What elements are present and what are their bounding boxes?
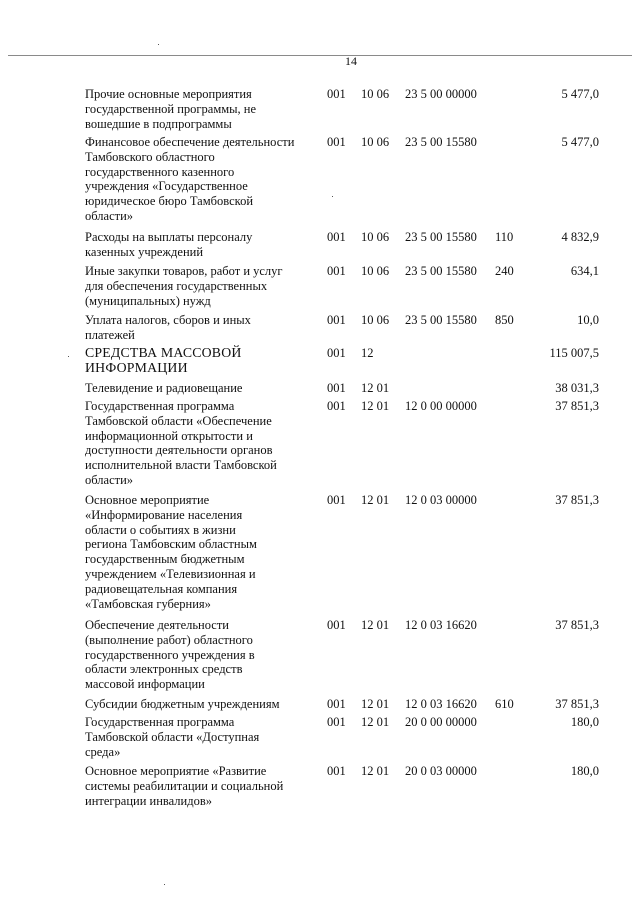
row-section: 12 01 [361, 764, 390, 778]
row-name-line: СРЕДСТВА МАССОВОЙ [85, 345, 242, 360]
scan-speck [332, 196, 333, 197]
row-code: 001 [327, 313, 346, 327]
row-section: 10 06 [361, 230, 390, 244]
row-name-line: государственного учреждения в [85, 647, 255, 662]
row-name-line: юридическое бюро Тамбовской [85, 194, 254, 209]
row-section: 12 01 [361, 399, 390, 413]
row-code: 001 [327, 381, 346, 395]
row-name-line: Расходы на выплаты персоналу [85, 230, 253, 244]
row-name [85, 87, 310, 131]
row-target-article: 23 5 00 15580 [405, 264, 477, 278]
row-name-line: доступности деятельности органов [85, 443, 273, 458]
row-section: 12 01 [361, 715, 390, 729]
row-amount: 37 851,3 [555, 493, 599, 507]
row-code: 001 [327, 264, 346, 278]
row-name-line: учреждения «Государственное [85, 179, 248, 194]
row-name-line: Обеспечение деятельности [85, 618, 230, 632]
row-name-line: (выполнение работ) областного [85, 632, 253, 647]
row-name [85, 493, 310, 611]
row-target-article: 12 0 03 16620 [405, 697, 477, 711]
row-name-line: Субсидии бюджетным учреждениям [85, 697, 280, 711]
row-name [85, 618, 310, 692]
row-target-article: 23 5 00 15580 [405, 313, 477, 327]
row-name-line: области о событиях в жизни [85, 522, 236, 537]
row-expense-type: 610 [495, 697, 514, 711]
row-code: 001 [327, 715, 346, 729]
row-section: 10 06 [361, 135, 390, 149]
row-section: 10 06 [361, 264, 390, 278]
row-target-article: 12 0 03 16620 [405, 618, 477, 632]
row-name-line: Государственная программа [85, 399, 235, 413]
row-name-line: государственной программы, не [85, 101, 257, 116]
row-name-line: государственным бюджетным [85, 552, 245, 567]
row-name-line: «Тамбовская губерния» [85, 596, 211, 611]
row-name-line: «Информирование населения [85, 507, 243, 522]
page-number: 14 [345, 54, 357, 68]
row-section: 12 01 [361, 618, 390, 632]
row-name-line: области» [85, 208, 134, 223]
row-name-line: интеграции инвалидов» [85, 793, 212, 808]
row-name-line: для обеспечения государственных [85, 278, 268, 293]
row-name [85, 697, 310, 712]
row-code: 001 [327, 618, 346, 632]
row-name-line: массовой информации [85, 677, 205, 692]
row-name [85, 399, 310, 488]
scan-speck [68, 356, 69, 357]
row-code: 001 [327, 87, 346, 101]
row-expense-type: 850 [495, 313, 514, 327]
row-amount: 10,0 [577, 313, 599, 327]
row-name-line: казенных учреждений [85, 244, 204, 259]
row-name-line: Тамбовского областного [85, 149, 215, 164]
row-name-line: области электронных средств [85, 662, 243, 677]
row-name-line: государственного казенного [85, 164, 235, 179]
row-name-line: исполнительной власти Тамбовской [85, 458, 277, 473]
row-code: 001 [327, 697, 346, 711]
row-target-article: 20 0 00 00000 [405, 715, 477, 729]
row-name-line: ИНФОРМАЦИИ [85, 359, 188, 375]
row-name-line: платежей [85, 327, 135, 342]
row-section: 12 [361, 346, 374, 360]
row-name-line: радиовещательная компания [85, 581, 238, 596]
row-name-line: Уплата налогов, сборов и иных [85, 313, 251, 327]
row-target-article: 23 5 00 15580 [405, 135, 477, 149]
row-amount: 180,0 [570, 764, 599, 778]
row-name [85, 230, 310, 260]
scan-speck [158, 44, 159, 45]
row-name [85, 764, 310, 808]
row-name-line: информационной открытости и [85, 428, 253, 443]
row-code: 001 [327, 346, 346, 360]
row-amount: 180,0 [570, 715, 599, 729]
row-target-article: 20 0 03 00000 [405, 764, 477, 778]
row-section: 12 01 [361, 697, 390, 711]
row-name-line: среда» [85, 744, 121, 759]
row-expense-type: 240 [495, 264, 514, 278]
row-name-line: Тамбовской области «Обеспечение [85, 413, 272, 428]
row-name-line: Основное мероприятие [85, 493, 210, 507]
row-name-line: Тамбовской области «Доступная [85, 729, 260, 744]
row-target-article: 12 0 00 00000 [405, 399, 477, 413]
row-name-line: (муниципальных) нужд [85, 293, 211, 308]
row-amount: 115 007,5 [549, 346, 599, 360]
row-name [85, 135, 310, 224]
row-name-line: системы реабилитации и социальной [85, 778, 284, 793]
row-target-article: 12 0 03 00000 [405, 493, 477, 507]
row-amount: 4 832,9 [561, 230, 599, 244]
row-section: 10 06 [361, 313, 390, 327]
row-target-article: 23 5 00 00000 [405, 87, 477, 101]
row-name [85, 381, 310, 396]
row-name-line: Основное мероприятие «Развитие [85, 764, 267, 778]
row-amount: 5 477,0 [561, 135, 599, 149]
row-amount: 37 851,3 [555, 399, 599, 413]
row-code: 001 [327, 764, 346, 778]
row-name-line: области» [85, 472, 134, 487]
row-name-line: вошедшие в подпрограммы [85, 116, 232, 131]
row-section: 12 01 [361, 381, 390, 395]
row-amount: 37 851,3 [555, 618, 599, 632]
row-name-line: региона Тамбовским областным [85, 537, 257, 552]
row-amount: 37 851,3 [555, 697, 599, 711]
scan-speck [164, 884, 165, 885]
row-section: 12 01 [361, 493, 390, 507]
row-section: 10 06 [361, 87, 390, 101]
row-expense-type: 110 [495, 230, 514, 244]
row-code: 001 [327, 493, 346, 507]
row-name-line: Прочие основные мероприятия [85, 87, 252, 101]
row-name-line: Телевидение и радиовещание [85, 381, 243, 395]
row-name-line: Финансовое обеспечение деятельности [85, 135, 295, 149]
row-amount: 38 031,3 [555, 381, 599, 395]
row-name-line: учреждением «Телевизионная и [85, 566, 256, 581]
row-target-article: 23 5 00 15580 [405, 230, 477, 244]
row-name [85, 346, 310, 376]
row-code: 001 [327, 135, 346, 149]
row-name-line: Государственная программа [85, 715, 235, 729]
row-amount: 5 477,0 [561, 87, 599, 101]
row-name [85, 264, 310, 308]
row-amount: 634,1 [570, 264, 599, 278]
row-name [85, 715, 310, 759]
row-name [85, 313, 310, 343]
row-code: 001 [327, 399, 346, 413]
row-code: 001 [327, 230, 346, 244]
row-name-line: Иные закупки товаров, работ и услуг [85, 264, 283, 278]
header-rule [8, 55, 632, 56]
